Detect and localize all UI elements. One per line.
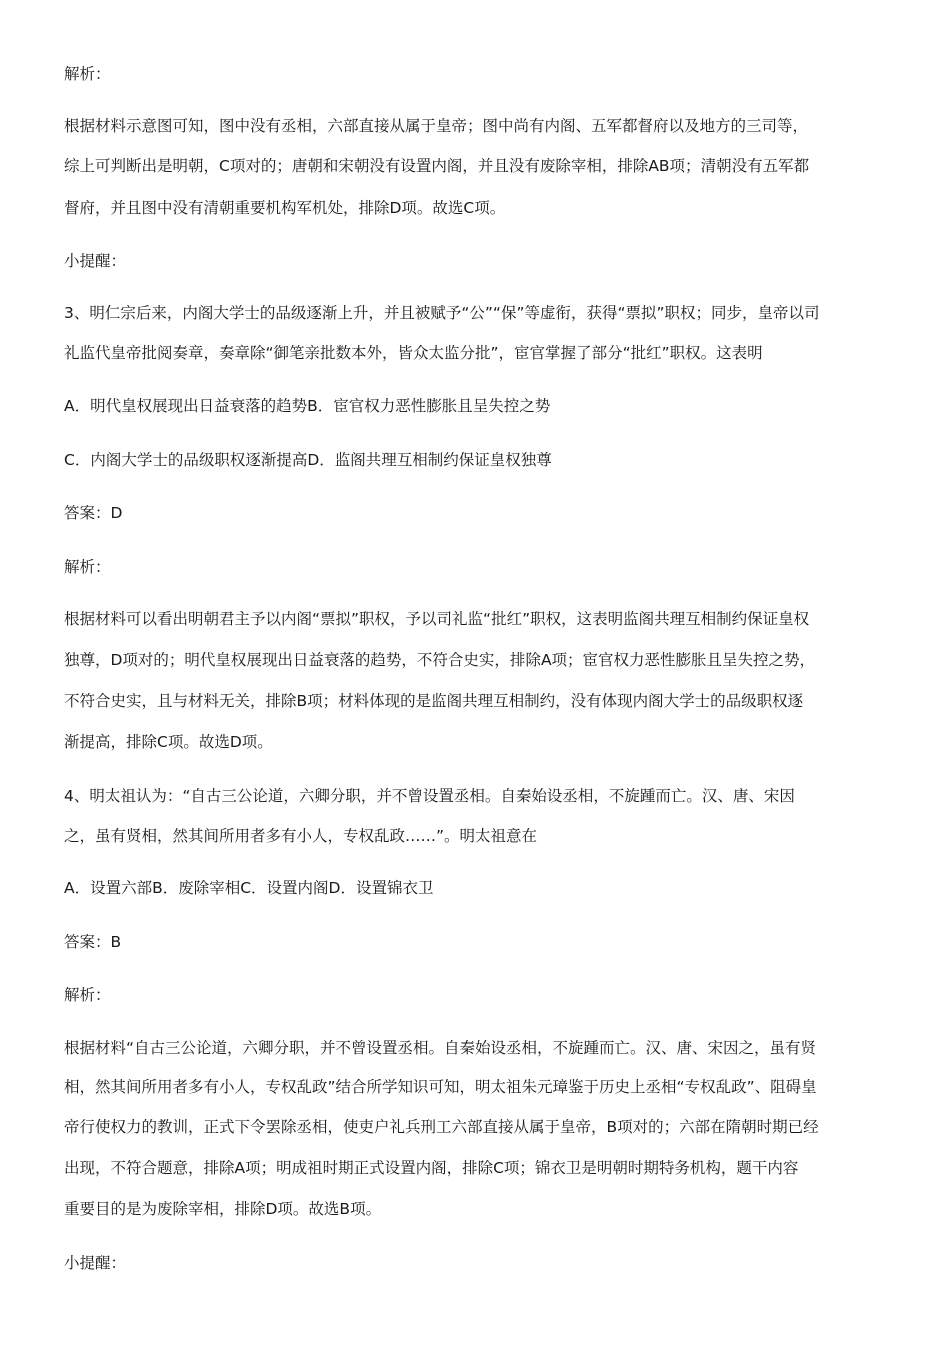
analysis-3-text-line: 独尊，D项对的；明代皇权展现出日益衰落的趋势，不符合史实，排除A项；宦官权力恶性膨胀且呈失控之势， [64,651,816,669]
analysis-3-text-line: 根据材料可以看出明朝君主予以内阁“票拟”职权，予以司礼监“批红”职权，这表明监阁共理互相制约保证皇权 [64,610,810,628]
analysis-4-text-line: 相，然其间所用者多有小人，专权乱政”结合所学知识可知，明太祖朱元璋鉴于历史上丞相“专权乱政”、阻碍皇 [64,1078,817,1096]
question-3-options: A．明代皇权展现出日益衰落的趋势B．宦官权力恶性膨胀且呈失控之势 [64,397,551,415]
question-4-stem: 之，虽有贤相，然其间所用者多有小人，专权乱政……”。明太祖意在 [64,827,538,845]
analysis-3-text-line: 渐提高，排除C项。故选D项。 [64,733,273,751]
analysis-heading-3: 解析： [64,558,111,576]
question-4-stem: 4、明太祖认为：“自古三公论道，六卿分职，并不曾设置丞相。自秦始设丞相，不旋踵而亡。汉、唐、宋因 [64,787,795,805]
analysis-heading-4: 解析： [64,986,111,1004]
question-3-stem: 3、明仁宗后来，内阁大学士的品级逐渐上升，并且被赋予“公”“保”等虚衔，获得“票拟”职权；同步，皇帝以司 [64,304,820,322]
analysis-text-line: 综上可判断出是明朝，C项对的；唐朝和宋朝没有设置内阁，并且没有废除宰相，排除AB项；清朝没有五军都 [64,157,810,175]
analysis-4-text-line: 根据材料“自古三公论道，六卿分职，并不曾设置丞相。自秦始设丞相，不旋踵而亡。汉、唐、宋因之，虽有贤 [64,1039,817,1057]
analysis-text-line: 督府，并且图中没有清朝重要机构军机处，排除D项。故选C项。 [64,199,506,217]
answer-3: 答案：D [64,504,123,522]
analysis-text-line: 根据材料示意图可知，图中没有丞相，六部直接从属于皇帝；图中尚有内阁、五军都督府以及地方的三司等， [64,117,809,135]
tip-heading-1: 小提醒： [64,252,127,270]
analysis-4-text-line: 帝行使权力的教训，正式下令罢除丞相，使吏户礼兵刑工六部直接从属于皇帝，B项对的；六部在隋朝时期已经 [64,1118,819,1136]
answer-4: 答案：B [64,933,122,951]
analysis-3-text-line: 不符合史实，且与材料无关，排除B项；材料体现的是监阁共理互相制约，没有体现内阁大学士的品级职权逐 [64,692,804,710]
question-4-options: A．设置六部B．废除宰相C．设置内阁D．设置锦衣卫 [64,879,434,897]
analysis-4-text-line: 重要目的是为废除宰相，排除D项。故选B项。 [64,1200,382,1218]
tip-heading-2: 小提醒： [64,1254,127,1272]
question-3-stem: 礼监代皇帝批阅奏章，奏章除“御笔亲批数本外，皆众太监分批”，宦官掌握了部分“批红”职权。这表明 [64,344,763,362]
analysis-heading-1: 解析： [64,65,111,83]
question-3-options: C．内阁大学士的品级职权逐渐提高D．监阁共理互相制约保证皇权独尊 [64,451,552,469]
analysis-4-text-line: 出现，不符合题意，排除A项；明成祖时期正式设置内阁，排除C项；锦衣卫是明朝时期特务机构，题干内容 [64,1159,799,1177]
